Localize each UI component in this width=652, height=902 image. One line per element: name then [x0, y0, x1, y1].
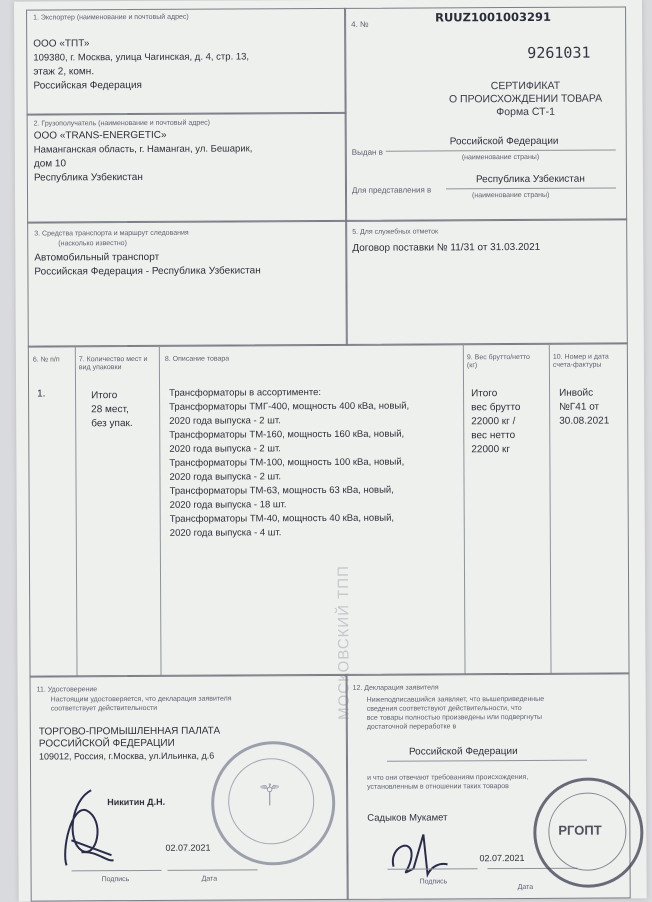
weight-line: 22000 кг	[471, 444, 510, 456]
weight-line: вес брутто	[471, 401, 521, 414]
exporter-line: ООО «ТПТ»	[33, 38, 90, 50]
goods-table	[28, 342, 630, 677]
declaration-date-label: Дата	[517, 883, 534, 892]
certification-label: 11. Удостоверение	[36, 686, 98, 694]
description-line: Трансформаторы ТМ-63, мощность 63 кВа, новый,	[169, 484, 394, 497]
col-description-header: 8. Описание товара	[164, 355, 230, 363]
transport-sublabel: (насколько известно)	[58, 240, 127, 248]
consignee-line: дом 10	[33, 158, 67, 170]
certification-date: 02.07.2021	[165, 842, 211, 853]
weight-line: Итого	[471, 388, 498, 400]
issued-label: Выдан в	[351, 147, 383, 157]
certificate-subtitle: О ПРОИСХОЖДЕНИИ ТОВАРА	[448, 92, 603, 106]
declaration-note: установленным в отношении таких товаров	[367, 783, 509, 791]
declaration-note: сведения соответствуют действительности, что	[366, 704, 522, 713]
consignee-line: ООО «TRANS-ENERGETIC»	[33, 129, 167, 142]
transport-line: Российская Федерация - Республика Узбекистан	[34, 265, 261, 278]
transport-box	[27, 220, 348, 348]
description-line: Трансформаторы ТМГ-400, мощность 400 кВа, новый,	[169, 400, 410, 413]
invoice-line: №Г41 от	[559, 401, 600, 413]
official-notes-box	[345, 218, 628, 345]
declaration-note: Нижеподписавшийся заявляет, что вышеприведенные	[366, 695, 545, 704]
transport-label: 3. Средства транспорта и маршрут следования	[34, 229, 189, 238]
certification-note: соответствует действительности	[50, 704, 158, 713]
chamber-name: ТОРГОВО-ПРОМЫШЛЕННАЯ ПАЛАТА	[38, 725, 221, 738]
exporter-line: этаж 2, комн.	[33, 66, 95, 78]
exporter-line: 109380, г. Москва, улица Чагинская, д. 4, стр. 13,	[33, 51, 250, 64]
certificate-number-label: 4. №	[351, 19, 369, 29]
exporter-box	[26, 8, 347, 116]
col-packages-header: 7. Количество мест и вид упаковки	[78, 355, 148, 372]
issued-note: (наименование страны)	[461, 153, 540, 162]
col-weight-header: 9. Вес брутто/нетто (кг)	[466, 353, 530, 370]
certificate-title: СЕРТИФИКАТ	[490, 79, 561, 93]
serial-number: 9261031	[527, 43, 591, 62]
caduceus-icon: ⚚	[256, 779, 284, 813]
destination-label: Для представления в	[351, 185, 432, 195]
exporter-line: Российская Федерация	[33, 79, 142, 92]
declarant-name: Садыков Мукамет	[367, 812, 448, 824]
col-number-header: 6. № п/п	[32, 356, 60, 364]
description-line: 2020 года выпуска - 2 шт.	[169, 415, 281, 427]
issued-country: Российской Федерации	[449, 135, 559, 148]
stamp-text: РГОПТ	[558, 822, 602, 838]
certificate-sheet	[14, 0, 647, 902]
declaration-date: 02.07.2021	[479, 852, 525, 864]
certificate-box	[344, 6, 627, 221]
consignee-line: Наманганская область, г. Наманган, ул. Бешарик,	[33, 143, 253, 156]
description-line: Трансформаторы ТМ-100, мощность 100 кВа, новый,	[169, 456, 405, 469]
transport-line: Автомобильный транспорт	[34, 251, 160, 264]
declaration-sign-label: Подпись	[419, 878, 448, 886]
registration-number: RUUZ1001003291	[435, 9, 552, 25]
certification-date-label: Дата	[201, 875, 218, 883]
packages-line: 28 мест,	[91, 404, 129, 416]
exporter-label: 1. Экспортер (наименование и почтовый адрес)	[33, 13, 189, 22]
declaration-note: все товары полностью произведены или подвергнуты	[366, 713, 543, 722]
col-invoice-header: 10. Номер и дата счета-фактуры	[552, 353, 609, 369]
description-line: Трансформаторы ТМ-40, мощность 40 кВа, новый,	[169, 512, 395, 525]
chamber-address: 109012, Россия, г.Москва, ул.Ильинка, д.6	[38, 750, 215, 762]
consignee-label: 2. Грузополучатель (наименование и почтовый адрес)	[33, 119, 211, 128]
chamber-name: РОССИЙСКОЙ ФЕДЕРАЦИИ	[38, 737, 175, 750]
consignee-line: Республика Узбекистан	[33, 171, 143, 184]
certification-sign-label: Подпись	[101, 876, 130, 884]
description-line: 2020 года выпуска - 18 шт.	[169, 499, 287, 511]
certifier-signature	[51, 780, 121, 870]
description-line: 2020 года выпуска - 4 шт.	[169, 527, 282, 539]
certification-box	[30, 674, 349, 902]
chamber-stamp	[211, 741, 336, 866]
declaration-note: и что они отвечают требованиям происхождения,	[367, 773, 529, 782]
declaration-country: Российской Федерации	[408, 746, 518, 758]
consignee-box	[27, 112, 348, 224]
destination-note: (наименование страны)	[472, 191, 550, 200]
description-line: 2020 года выпуска - 2 шт.	[169, 471, 282, 483]
weight-line: вес нетто	[471, 430, 516, 442]
certificate-form: Форма СТ-1	[496, 105, 555, 119]
packages-line: Итого	[91, 390, 118, 402]
official-notes-label: 5. Для служебных отметок	[352, 228, 439, 236]
contract-text: Договор поставки № 11/31 от 31.03.2021	[352, 241, 541, 254]
declaration-label: 12. Декларация заявителя	[352, 684, 439, 692]
invoice-line: 30.08.2021	[559, 415, 610, 427]
description-line: 2020 года выпуска - 2 шт.	[169, 443, 281, 455]
declaration-box	[346, 672, 631, 899]
description-line: Трансформаторы ТМ-160, мощность 160 кВа, новый,	[169, 428, 405, 441]
destination-country: Республика Узбекистан	[475, 173, 585, 186]
item-number: 1.	[37, 388, 46, 400]
weight-line: 22000 кг /	[471, 416, 516, 428]
watermark: МОСКОВСКИЙ ТПП	[334, 565, 353, 720]
invoice-line: Инвойс	[559, 387, 594, 399]
certifier-name: Никитин Д.Н.	[107, 796, 166, 808]
packages-line: без упак.	[91, 418, 133, 430]
description-line: Трансформаторы в ассортименте:	[169, 387, 322, 399]
declarant-stamp	[533, 777, 644, 888]
certification-note: Настоящим удостоверяется, что декларация заявителя	[50, 695, 232, 704]
declaration-note: достаточной переработке в	[366, 723, 457, 731]
